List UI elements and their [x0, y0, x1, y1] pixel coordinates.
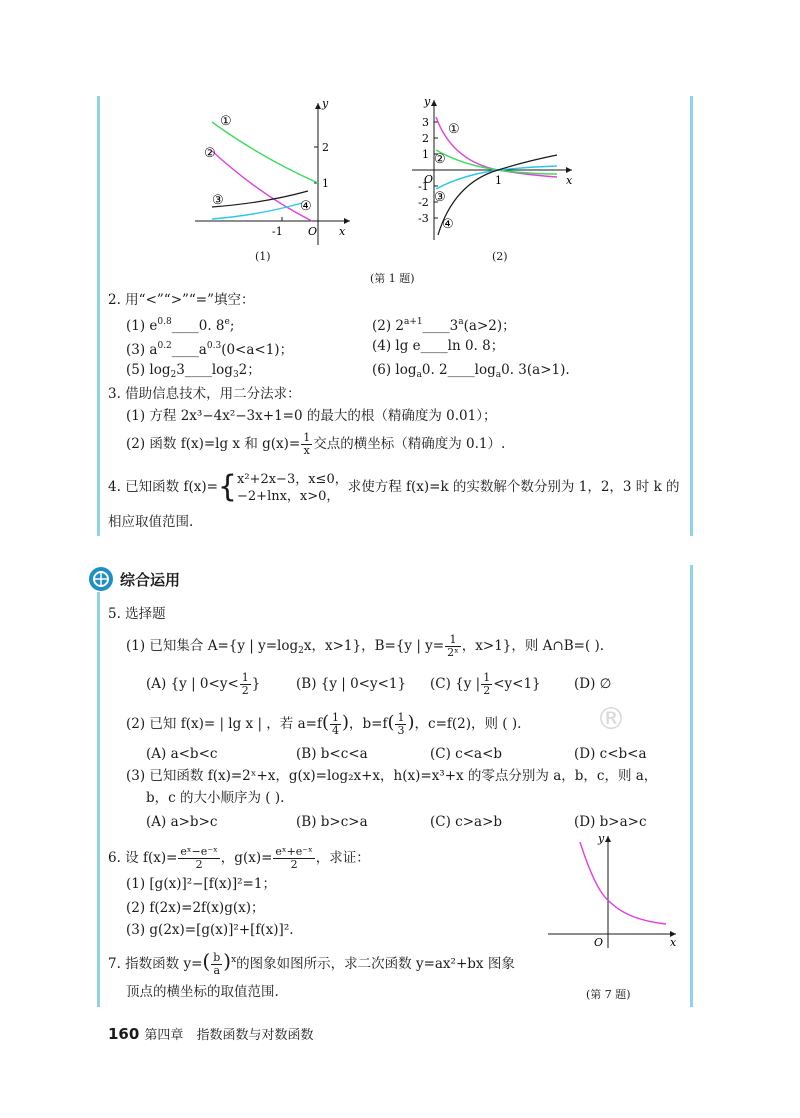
- figure7-graph: [548, 830, 683, 950]
- right-accent-bar-top: [690, 96, 693, 536]
- q5-sub2-option-d: (D) c<b<a: [574, 746, 647, 762]
- left-accent-bar-bottom: [97, 592, 100, 1007]
- q5-sub1-option-a: (A) {y | 0<y< $\frac{1}{2}$ }: [146, 671, 261, 697]
- q2-item-3: (3) $a^{0.2}\_\_\_\_a^{0.3}(0<a<1)$；: [126, 341, 294, 358]
- figure1-sub1-caption: (1): [255, 250, 271, 263]
- footer: [108, 1024, 314, 1043]
- q2-item-1: (1) $e^{0.8}\_\_\_\_0$. 8e;: [126, 317, 235, 334]
- q2-title: 2. 用“<”“>”“=”填空：: [108, 292, 255, 308]
- fig7-y-label: y: [598, 832, 605, 845]
- fig7-y-arrow: [605, 836, 611, 842]
- q5-sub2-option-a: (A) a<b<c: [146, 746, 218, 762]
- g1-tick-m1: -1: [272, 225, 283, 238]
- q7-line1: 7. 指数函数 y=( $\frac{b}{a}$ )$^x$的图象如图所示，求二次函数 y=ax²+bx 图象: [108, 949, 515, 977]
- g1-label-2: ②: [204, 146, 216, 161]
- q4-line1: 4. 已知函数 f(x)={ x²+2x−3，x≤0， −2+lnx，x>0， 求使方程 f(x)=k 的实数解个数分别为 1，2，3 时 k 的: [108, 469, 680, 505]
- q5-sub3-option-a: (A) a>b>c: [146, 814, 218, 830]
- q5-title: 5. 选择题: [108, 606, 166, 622]
- g2-tick-1: 1: [422, 148, 429, 161]
- g1-curve-2: [212, 151, 312, 221]
- q2-item-6: (6) $\log_a0$. $2\_\_\_\_\log_a0$. 3(a>1).: [372, 362, 570, 380]
- g2-label-3: ③: [434, 190, 446, 205]
- chapter-title: 指数函数与对数函数: [196, 1028, 314, 1043]
- q3-item-1: (1) 方程 2x³−4x²−3x+1=0 的最大的根（精确度为 0.01）；: [126, 408, 497, 424]
- q6-item-2: (2) f(2x)=2f(x)g(x)；: [126, 900, 265, 916]
- figure1-graph2: [412, 95, 582, 240]
- g2-tick-m3: -3: [418, 212, 429, 225]
- g2-label-4: ④: [442, 217, 454, 232]
- chapter-label: 第四章: [144, 1028, 184, 1043]
- figure7-caption: (第 7 题): [586, 988, 631, 1001]
- q5-sub1-option-b: (B) {y | 0<y<1}: [296, 676, 407, 692]
- g1-label-4: ④: [300, 199, 312, 214]
- q6-item-3: (3) g(2x)=[g(x)]²+[f(x)]².: [126, 922, 294, 938]
- g2-tick-m1: -1: [418, 180, 429, 193]
- q5-sub1-option-c: (C) {y | $\frac{1}{2}$ <y<1}: [430, 671, 541, 697]
- q5-sub3-line2: b，c 的大小顺序为 ( ).: [146, 790, 285, 806]
- g1-x-label: x: [339, 225, 346, 238]
- g1-x-arrow: [344, 218, 350, 224]
- q5-sub1-stem: (1) 已知集合 A={y | $y=\log_2x$，x>1}，B={y | y= $\frac{1}{\text{2ˣ}}$ ，x>1}，则 A∩B=( ).: [126, 633, 605, 659]
- g1-y-label: y: [322, 97, 329, 110]
- q5-sub3-option-c: (C) c>a>b: [430, 814, 503, 830]
- q2-item-2: (2) $2^{a+1}\_\_\_\_3^a(a>2)$；: [372, 317, 516, 334]
- g2-label-2: ②: [434, 152, 446, 167]
- g2-tick-m2: -2: [418, 196, 429, 209]
- g1-origin: O: [308, 225, 318, 238]
- q5-sub3-option-b: (B) b>c>a: [296, 814, 368, 830]
- page-number: 160: [108, 1025, 140, 1043]
- q4-line2: 相应取值范围.: [108, 514, 194, 530]
- g2-x-arrow: [566, 167, 572, 173]
- q3-title: 3. 借助信息技术，用二分法求：: [108, 386, 301, 402]
- g2-tick-3: 3: [422, 116, 429, 129]
- left-accent-bar-top: [97, 96, 100, 536]
- g1-tick-2: 2: [322, 141, 329, 154]
- g1-label-1: ①: [220, 114, 232, 129]
- g1-curve-1: [212, 122, 318, 183]
- section-icon: [88, 566, 114, 592]
- watermark-reg-mark: ®: [596, 702, 626, 737]
- g2-origin: O: [424, 173, 434, 186]
- fig7-origin: O: [594, 936, 604, 949]
- g2-label-1: ①: [448, 122, 460, 137]
- q7-line2: 顶点的横坐标的取值范围.: [126, 984, 279, 1000]
- fig7-x-label: x: [670, 936, 677, 949]
- figure1-sub2-caption: (2): [492, 250, 508, 263]
- q3-item-2: (2) 函数 f(x)=lg x 和 g(x)= $\frac{1}{x}$ 交点的横坐标（精确度为 0.1）.: [126, 431, 506, 457]
- q6-stem: 6. 设 f(x)= $\frac{\text{eˣ−e⁻ˣ}}{2}$ ，g(x)= $\frac{\text{eˣ+e⁻ˣ}}{2}$ ，求证：: [108, 845, 370, 871]
- g2-x-label: x: [566, 174, 573, 187]
- q5-sub3-option-d: (D) b>a>c: [574, 814, 647, 830]
- g2-y-label: y: [424, 95, 431, 108]
- g1-tick-1: 1: [322, 177, 329, 190]
- figure1-graph1: [190, 95, 360, 245]
- g1-y-arrow: [315, 103, 321, 109]
- g2-y-arrow: [431, 100, 437, 106]
- q2-item-5: (5) $\log_23\_\_\_\_\log_32$；: [126, 362, 261, 380]
- q5-sub2-stem: (2) 已知 f(x)= | lg x | ，若 a=f( $\frac{1}{4}$ )，b=f( $\frac{1}{3}$ )，c=f(2)，则 ( ).: [126, 711, 522, 737]
- q5-sub1-option-d: (D) ∅: [574, 676, 612, 692]
- figure1-caption: (第 1 题): [370, 272, 415, 285]
- section-title: 综合运用: [120, 571, 181, 589]
- g2-tick-x1: 1: [495, 174, 502, 187]
- g1-label-3: ③: [212, 193, 224, 208]
- fig7-curve: [580, 842, 666, 924]
- g2-tick-2: 2: [422, 132, 429, 145]
- q6-item-1: (1) [g(x)]²−[f(x)]²=1；: [126, 876, 276, 892]
- right-accent-bar-bottom: [690, 565, 693, 1007]
- q5-sub2-option-b: (B) b<c<a: [296, 746, 368, 762]
- q2-item-4: (4) lg e____ln 0. 8；: [372, 338, 505, 354]
- q5-sub3-line1: (3) 已知函数 f(x)=2ˣ+x，g(x)=log₂x+x，h(x)=x³+x 的零点分别为 a，b，c，则 a，: [126, 768, 658, 784]
- q5-sub2-option-c: (C) c<a<b: [430, 746, 503, 762]
